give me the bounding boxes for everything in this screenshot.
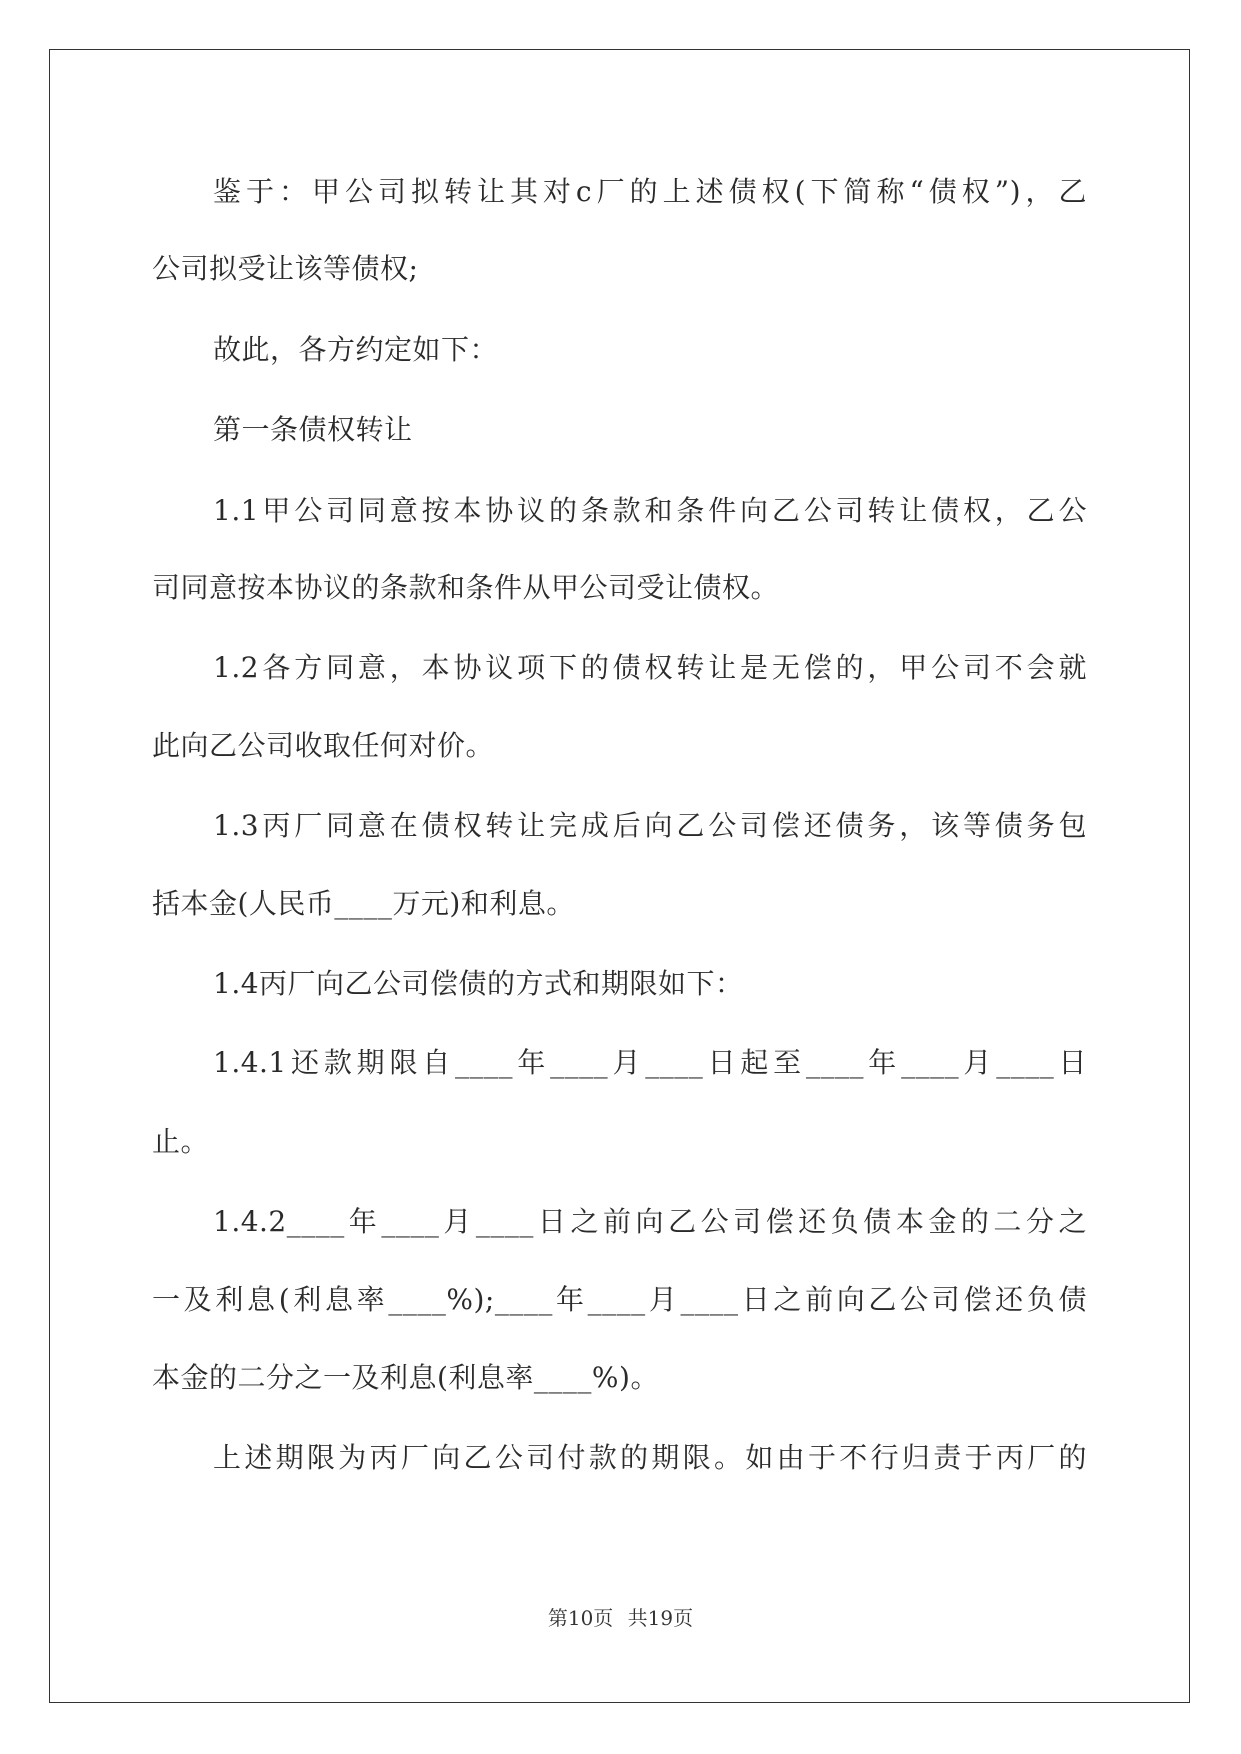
paragraph-line: 1.3丙厂同意在债权转让完成后向乙公司偿还债务，该等债务包 <box>213 809 1087 842</box>
paragraph-line: 1.4丙厂向乙公司偿债的方式和期限如下： <box>213 967 744 1000</box>
paragraph-line: 上述期限为丙厂向乙公司付款的期限。如由于不行归责于丙厂的 <box>213 1441 1087 1474</box>
paragraph-line: 故此，各方约定如下： <box>213 333 499 366</box>
paragraph-line: 本金的二分之一及利息(利息率____%)。 <box>152 1361 659 1394</box>
paragraph-line: 公司拟受让该等债权; <box>152 252 419 285</box>
paragraph-line: 鉴于：甲公司拟转让其对c厂的上述债权(下简称“债权”)，乙 <box>213 175 1087 208</box>
paragraph-line: 括本金(人民币____万元)和利息。 <box>152 887 575 920</box>
section-heading: 第一条债权转让 <box>213 413 413 446</box>
paragraph-line: 1.1甲公司同意按本协议的条款和条件向乙公司转让债权，乙公 <box>213 494 1087 527</box>
paragraph-line: 1.2各方同意，本协议项下的债权转让是无偿的，甲公司不会就 <box>213 651 1087 684</box>
paragraph-line: 1.4.2____年____月____日之前向乙公司偿还负债本金的二分之 <box>213 1205 1087 1238</box>
page-number: 第10页 <box>547 1606 614 1630</box>
page-footer <box>0 1604 1241 1632</box>
page-total: 共19页 <box>627 1606 694 1630</box>
paragraph-line: 止。 <box>152 1125 210 1158</box>
paragraph-line: 此向乙公司收取任何对价。 <box>152 729 495 762</box>
paragraph-line: 一及利息(利息率____%);____年____月____日之前向乙公司偿还负债 <box>152 1283 1087 1316</box>
paragraph-line: 司同意按本协议的条款和条件从甲公司受让债权。 <box>152 571 780 604</box>
paragraph-line: 1.4.1还款期限自____年____月____日起至____年____月____日 <box>213 1046 1087 1079</box>
